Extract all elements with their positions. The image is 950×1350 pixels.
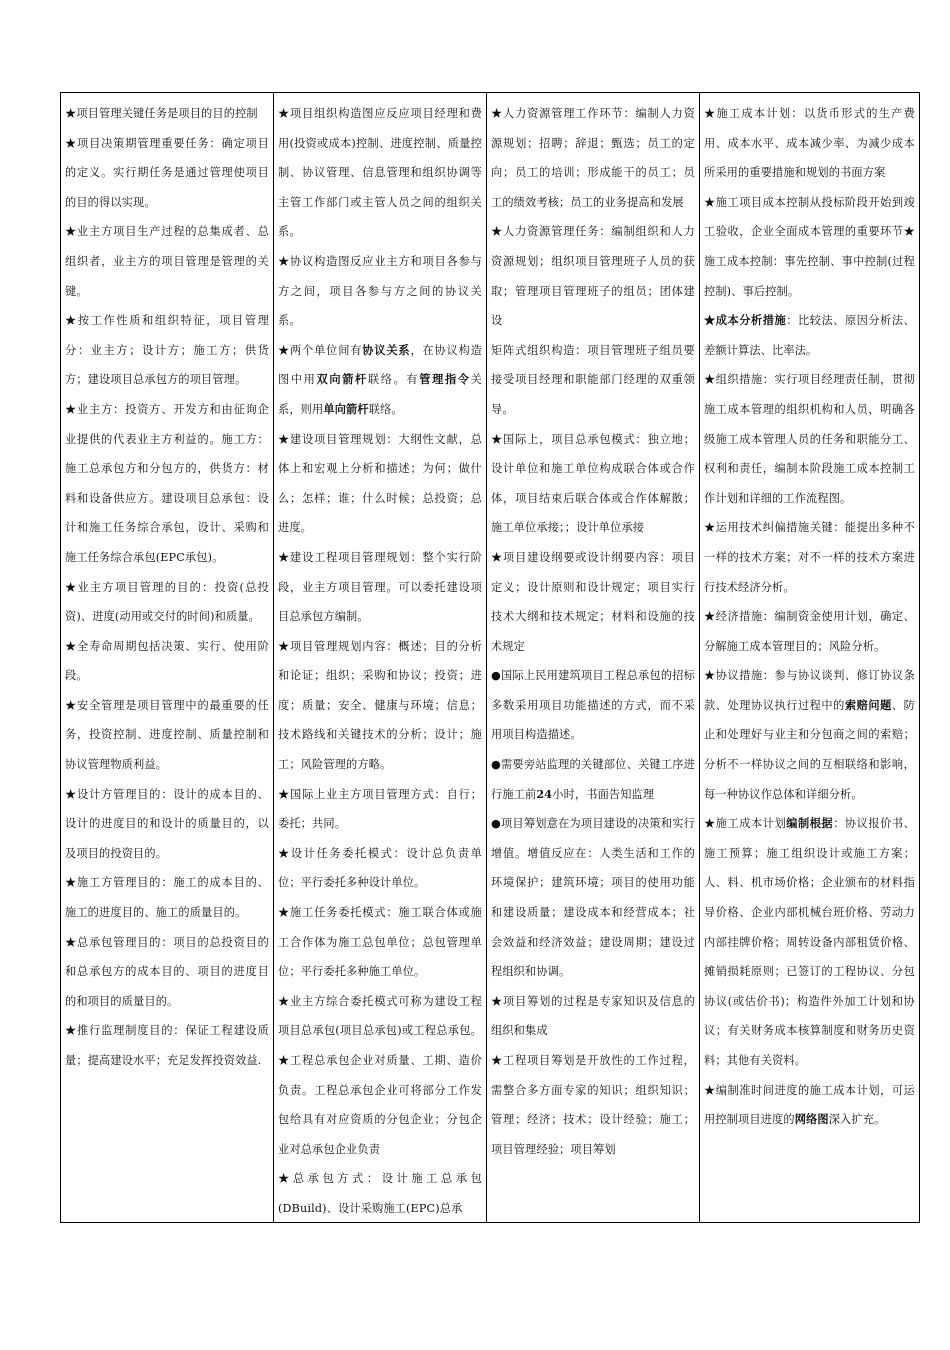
column-2 [274, 93, 487, 1222]
notes-table [60, 92, 920, 1223]
paragraph: ★施工项目成本控制从投标阶段开始到竣工验收，企业全面成本管理的重要环节★施工成本控制：事先控制、事中控制(过程控制)、事后控制。 [704, 195, 915, 298]
paragraph: ★国际上业主方项目管理方式：自行；委托；共同。 [278, 787, 482, 831]
text-run: ★编制准时间进度的施工成本计划，可运用控制项目进度的 [704, 1083, 915, 1127]
paragraph: ★全寿命周期包括决策、实行、使用阶段。 [65, 639, 269, 683]
bold-term: 网络图 [794, 1112, 829, 1127]
paragraph: ★设计任务委托模式：设计总负责单位；平行委托多种设计单位。 [278, 846, 482, 890]
paragraph: ●国际上民用建筑项目工程总承包的招标多数采用项目功能描述的方式，而不采用项目构造描述。 [491, 669, 695, 742]
paragraph [704, 1076, 915, 1135]
text-run: ★协议措施：参与协议谈判、修订协议条款、处理协议执行过程中的 [704, 669, 915, 712]
bold-term: 单向箭杆 [323, 401, 369, 416]
text-run: 关系，则用 [278, 373, 482, 416]
bold-term: 双向箭杆 [316, 372, 368, 387]
paragraph: ★经济措施：编制资金使用计划，确定、分解施工成本管理目的；风险分析。 [704, 610, 915, 653]
column-4 [700, 93, 919, 1222]
text-run: 深入扩充。 [828, 1113, 886, 1127]
text-run: ：协议报价书、施工预算；施工组织设计或施工方案；人、料、机市场价格；企业颁布的材料指导价格、企业内部机械台班价格、劳动力内部挂牌价格；周转设备内部租赁价格、摊销损耗原则；已签订的工程协议、分包协议(或估价书)；构造件外加工计划和协议；有关财务成本核算制度和财务历史资料；其他有关资料。 [704, 817, 915, 1067]
paragraph: ★工程项目筹划是开放性的工作过程，需整合多方面专家的知识；组织知识；管理；经济；技术；设计经验；施工；项目管理经验；项目筹划 [491, 1054, 695, 1156]
paragraph [491, 750, 695, 809]
paragraph: ★项目管理规划内容：概述；目的分析和论证；组织；采购和协议；投资；进度；质量；安全、健康与环境；信息；技术路线和关键技术的分析；设计；施工；风险管理的方略。 [278, 639, 482, 772]
bold-term: 24 [536, 786, 553, 801]
bold-term: ★成本分析措施 [704, 313, 787, 328]
paragraph: ★组织措施：实行项目经理责任制，贯彻施工成本管理的组织机构和人员，明确各级施工成本管理人员的任务和职能分工、权利和责任，编制本阶段施工成本控制工作计划和详细的工作流程图。 [704, 373, 915, 505]
paragraph: ★按工作性质和组织特征，项目管理分：业主方；设计方；施工方；供货方；建设项目总承包方的项目管理。 [65, 314, 269, 387]
text-run: 联络。有 [367, 373, 420, 387]
paragraph: ★协议构造图反应业主方和项目各参与方之间，项目各参与方之间的协议关系。 [278, 254, 482, 328]
column-1 [61, 93, 274, 1222]
column-3 [487, 93, 700, 1222]
text-run: 联络。 [368, 402, 403, 416]
paragraph: ★建设工程项目管理规划：整个实行阶段，业主方项目管理。可以委托建设项目总承包方编制。 [278, 550, 482, 624]
bold-term: 管理指令 [419, 372, 471, 387]
paragraph: ★业主方项目生产过程的总集成者、总组织者，业主方的项目管理是管理的关键。 [65, 225, 269, 298]
text-run: ，在协议构造图中用 [278, 343, 482, 387]
paragraph: ★总承包管理目的：项目的总投资目的和总承包方的成本目的、项目的进度目的和项目的质量目的。 [65, 935, 269, 1008]
text-run: 、防止和处理好与业主和分包商之间的索赔；分析不一样协议之间的互相联络和影响，每一种协议作总体和详细分析。 [704, 698, 915, 801]
paragraph: ★项目决策期管理重要任务：确定项目的定义。实行期任务是通过管理使项目的目的得以实现。 [65, 136, 269, 209]
paragraph: ★设计方管理目的：设计的成本目的、设计的进度目的和设计的质量目的，以及项目的投资目的。 [65, 787, 269, 860]
paragraph [278, 336, 482, 425]
paragraph: ★项目建设纲要或设计纲要内容：项目定义；设计原则和设计规定；项目实行技术大纲和技术规定；材料和设施的技术规定 [491, 550, 695, 653]
paragraph: ★总承包方式：设计施工总承包(DBuild)、设计采购施工(EPC)总承 [278, 1172, 482, 1215]
text-run: ★两个单位间有 [278, 343, 363, 357]
paragraph: ★施工成本计划：以货币形式的生产费用、成本水平、成本减少率、为减少成本所采用的重要措施和规划的书面方案 [704, 107, 915, 180]
paragraph: ★业主方：投资方、开发方和由征询企业提供的代表业主方利益的。施工方：施工总承包方和分包方的，供货方：材料和设备供应方。建设项目总承包：设计和施工任务综合承包，设计、采购和施工任务综合承包(EPC承包)。 [65, 402, 269, 564]
text-run: ●需要旁站监理的关键部位、关键工序进行施工前 [491, 758, 695, 801]
paragraph: ●项目筹划意在为项目建设的决策和实行增值。增值反应在：人类生活和工作的环境保护；建筑环境；项目的使用功能和建设质量；建设成本和经营成本；社会效益和经济效益；建设周期；建设过程组织和协调。 [491, 817, 695, 979]
text-run: 小时，书面告知监理 [552, 787, 655, 801]
paragraph: ★业主方综合委托模式可称为建设工程项目总承包(项目总承包)或工程总承包。★工程总承包企业对质量、工期、造价负责。工程总承包企业可将部分工作发包给具有对应资质的分包企业；分包企业对总承包企业负责 [278, 994, 482, 1156]
paragraph: ★业主方项目管理的目的：投资(总投资)、进度(动用或交付的时间)和质量。 [65, 580, 269, 624]
paragraph: ★人力资源管理任务：编制组织和人力资源规划；组织项目管理班子人员的获取；管理项目管理班子的组员；团体建设 [491, 225, 695, 328]
bold-term: 协议关系 [362, 342, 411, 357]
paragraph [704, 661, 915, 809]
paragraph: ★施工任务委托模式：施工联合体或施工合作体为施工总包单位；总包管理单位；平行委托多种施工单位。 [278, 906, 482, 979]
text-run: ：比较法、原因分析法、差额计算法、比率法。 [704, 314, 915, 357]
paragraph: ★项目管理关键任务是项目的目的控制 [65, 107, 258, 120]
paragraph: ★建设项目管理规划：大纲性文献，总体上和宏观上分析和描述；为何；做什么；怎样；谁；什么时候；总投资；总进度。 [278, 432, 482, 535]
paragraph: ★人力资源管理工作环节：编制人力资源规划；招聘；辞退；甄选；员工的定向；员工的培训；形成能干的员工；员工的绩效考核；员工的业务提高和发展 [491, 107, 695, 209]
paragraph [704, 809, 915, 1075]
paragraph: ★施工方管理目的：施工的成本目的、施工的进度目的、施工的质量目的。 [65, 876, 269, 920]
paragraph: ★项目组织构造图应反应项目经理和费用(投资或成本)控制、进度控制、质量控制、协议管理、信息管理和组织协调等主管工作部门或主管人员之间的组织关系。 [278, 107, 482, 239]
bold-term: 索赔问题 [844, 697, 892, 712]
paragraph: ★安全管理是项目管理中的最重要的任务，投资控制、进度控制、质量控制和协议管理物质利益。 [65, 698, 269, 772]
text-run: ★施工成本计划 [704, 817, 787, 831]
paragraph: ★运用技术纠偏措施关键：能提出多种不一样的技术方案；对不一样的技术方案进行技术经济分析。 [704, 521, 915, 594]
bold-term: 编制根据 [786, 816, 834, 831]
paragraph [704, 306, 915, 365]
paragraph: ★项目筹划的过程是专家知识及信息的组织和集成 [491, 994, 695, 1038]
paragraph: 矩阵式组织构造：项目管理班子组员要接受项目经理和职能部门经理的双重领导。 [491, 343, 695, 416]
paragraph: ★推行监理制度目的：保证工程建设质量；提高建设水平；充足发挥投资效益. [65, 1024, 269, 1067]
paragraph: ★国际上，项目总承包模式：独立地；设计单位和施工单位构成联合体或合作体，项目结束后联合体或合作体解散；施工单位承接；；设计单位承接 [491, 432, 695, 535]
